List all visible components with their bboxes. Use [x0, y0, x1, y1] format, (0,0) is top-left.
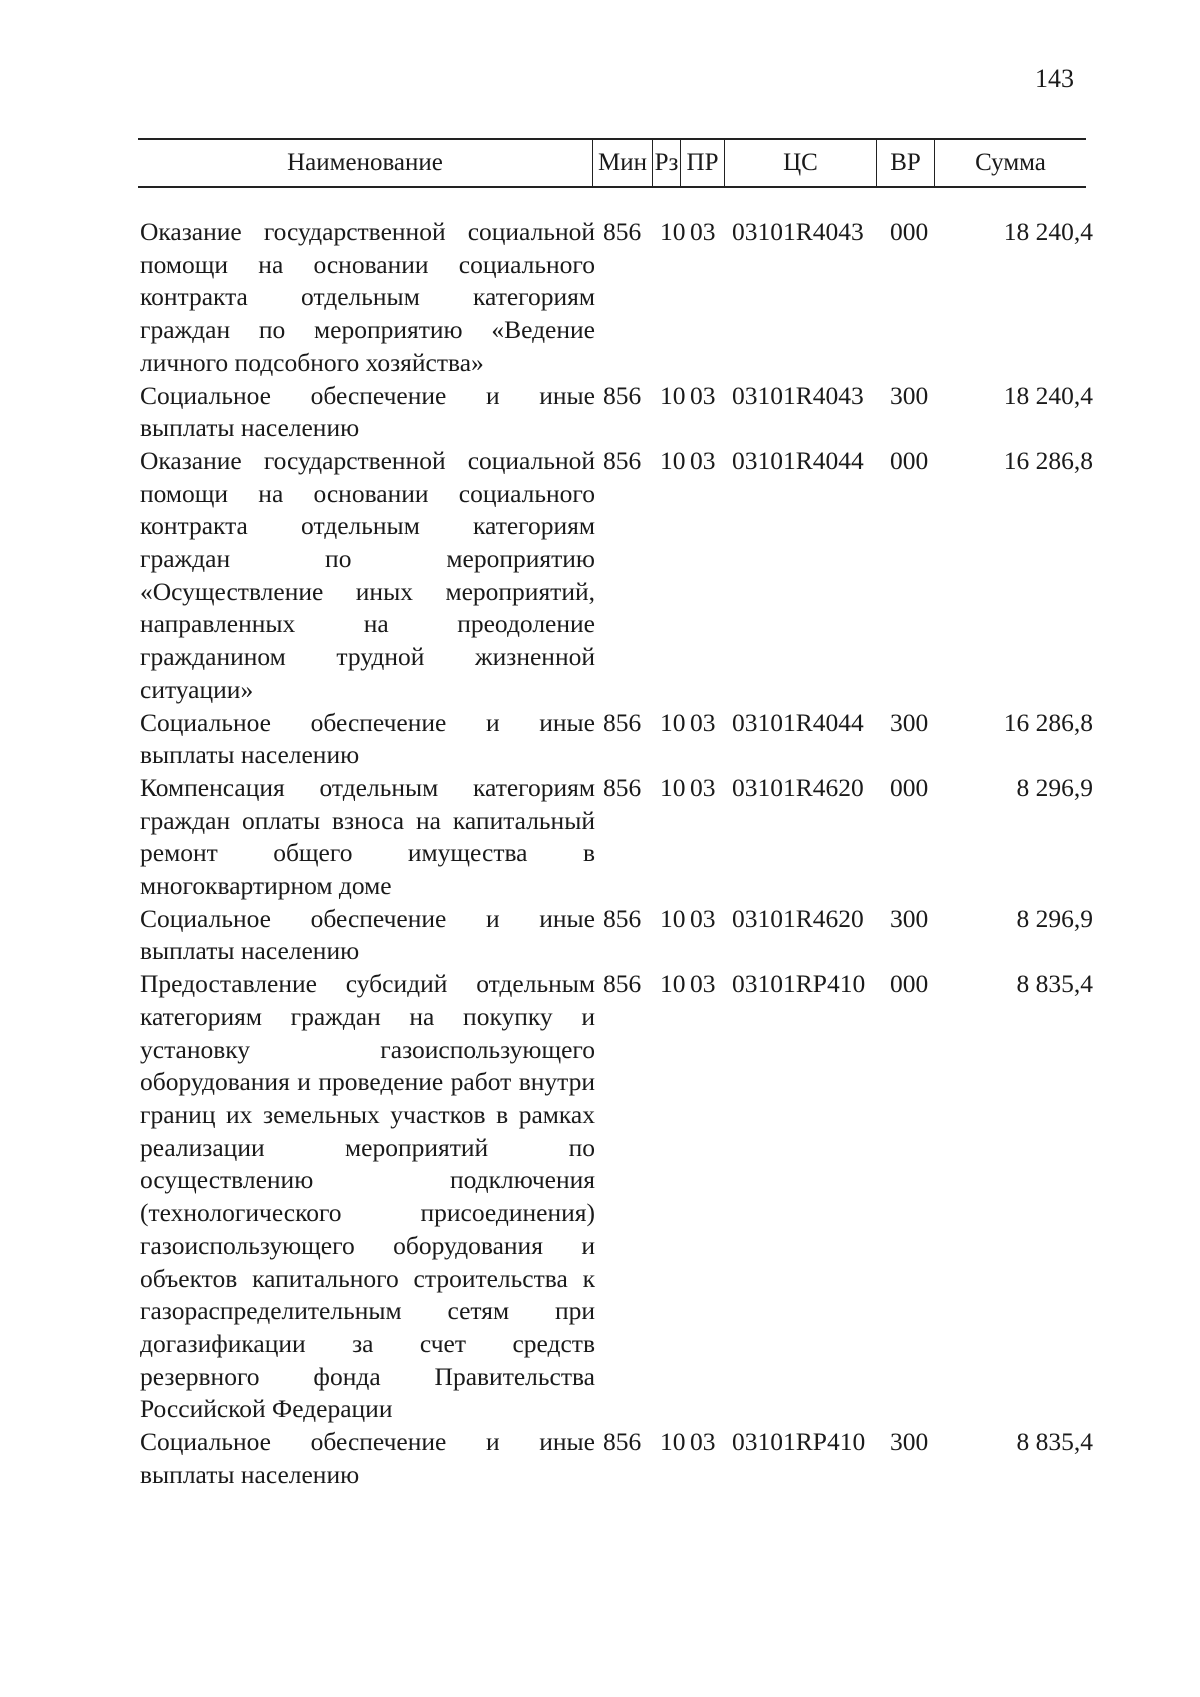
row-sum: 16 286,8	[1003, 707, 1093, 737]
row-vr: 000	[890, 772, 929, 802]
row-name: Предоставление субсидий отдельным категориям граждан на покупку и установку газоиспользующего оборудования и проведение работ внутри границ их земельных участков в рамках реализации мероприятий по осуществлению подключения (технологического присоединения) газоиспользующего оборудования и объектов капитального строительства к газораспределительным сетям при догазификации за счет средств резервного фонда Правительства Российской Федерации	[140, 969, 595, 1424]
table-body	[140, 216, 1100, 1491]
row-pr: 03	[690, 969, 716, 999]
row-vr: 000	[890, 969, 929, 999]
table-row	[140, 772, 1100, 903]
row-sum: 16 286,8	[1003, 445, 1093, 475]
row-pr: 03	[690, 445, 716, 475]
row-rz: 10	[660, 445, 686, 475]
row-vr: 300	[890, 707, 929, 737]
header-pr: ПР	[681, 140, 725, 186]
row-rz: 10	[660, 772, 686, 802]
row-sum: 8 296,9	[1016, 903, 1093, 933]
header-cs: ЦС	[725, 140, 877, 186]
row-vr: 000	[890, 217, 929, 246]
table-header	[138, 138, 1086, 188]
row-cs: 03101R4043	[732, 217, 864, 246]
table-row	[140, 216, 1100, 380]
row-cs: 03101R4044	[732, 707, 864, 737]
row-name: Социальное обеспечение и иные выплаты населению	[140, 903, 595, 966]
row-min: 856	[603, 1427, 642, 1457]
row-pr: 03	[690, 903, 716, 933]
row-min: 856	[603, 445, 642, 475]
header-min: Мин	[593, 140, 653, 186]
row-sum: 18 240,4	[1003, 217, 1093, 246]
row-min: 856	[603, 772, 642, 802]
row-rz: 10	[660, 969, 686, 999]
table-row	[140, 707, 1100, 772]
row-vr: 000	[890, 445, 929, 475]
table-row	[140, 445, 1100, 707]
row-pr: 03	[690, 707, 716, 737]
row-cs: 03101R4620	[732, 903, 864, 933]
row-cs: 03101R4043	[732, 380, 864, 410]
row-min: 856	[603, 707, 642, 737]
row-cs: 03101RP410	[732, 1427, 866, 1457]
row-sum: 8 835,4	[1016, 1427, 1093, 1457]
row-vr: 300	[890, 380, 929, 410]
row-name: Компенсация отдельным категориям граждан оплаты взноса на капитальный ремонт общего имущества в многоквартирном доме	[140, 772, 595, 901]
row-pr: 03	[690, 772, 716, 802]
row-cs: 03101R4620	[732, 772, 864, 802]
header-rz: Рз	[653, 140, 681, 186]
row-name: Социальное обеспечение и иные выплаты населению	[140, 1427, 595, 1489]
row-rz: 10	[660, 903, 686, 933]
row-sum: 18 240,4	[1003, 380, 1093, 410]
row-rz: 10	[660, 380, 686, 410]
row-pr: 03	[690, 1427, 716, 1457]
row-name: Социальное обеспечение и иные выплаты населению	[140, 380, 595, 443]
page-number: 143	[1035, 64, 1074, 93]
header-name: Наименование	[138, 140, 593, 186]
row-name: Оказание государственной социальной помощи на основании социального контракта отдельным категориям граждан по мероприятию «Осуществление иных мероприятий, направленных на преодоление гражданином трудной жизненной ситуации»	[140, 445, 595, 704]
table-row	[140, 380, 1100, 445]
row-vr: 300	[890, 1427, 929, 1457]
row-name: Оказание государственной социальной помощи на основании социального контракта отдельным категориям граждан по мероприятию «Ведение личного подсобного хозяйства»	[140, 217, 595, 377]
row-pr: 03	[690, 380, 716, 410]
row-cs: 03101R4044	[732, 445, 864, 475]
row-pr: 03	[690, 217, 716, 246]
row-min: 856	[603, 903, 642, 933]
table-row	[140, 1426, 1100, 1491]
row-rz: 10	[660, 217, 686, 246]
row-min: 856	[603, 969, 642, 999]
row-vr: 300	[890, 903, 929, 933]
row-cs: 03101RP410	[732, 969, 866, 999]
table-row	[140, 968, 1100, 1426]
row-sum: 8 296,9	[1016, 772, 1093, 802]
header-sum: Сумма	[975, 149, 1046, 176]
row-rz: 10	[660, 1427, 686, 1457]
row-sum: 8 835,4	[1016, 969, 1093, 999]
row-min: 856	[603, 217, 642, 246]
row-rz: 10	[660, 707, 686, 737]
table-row	[140, 903, 1100, 968]
row-name: Социальное обеспечение и иные выплаты населению	[140, 707, 595, 770]
header-vr: ВР	[877, 140, 935, 186]
row-min: 856	[603, 380, 642, 410]
